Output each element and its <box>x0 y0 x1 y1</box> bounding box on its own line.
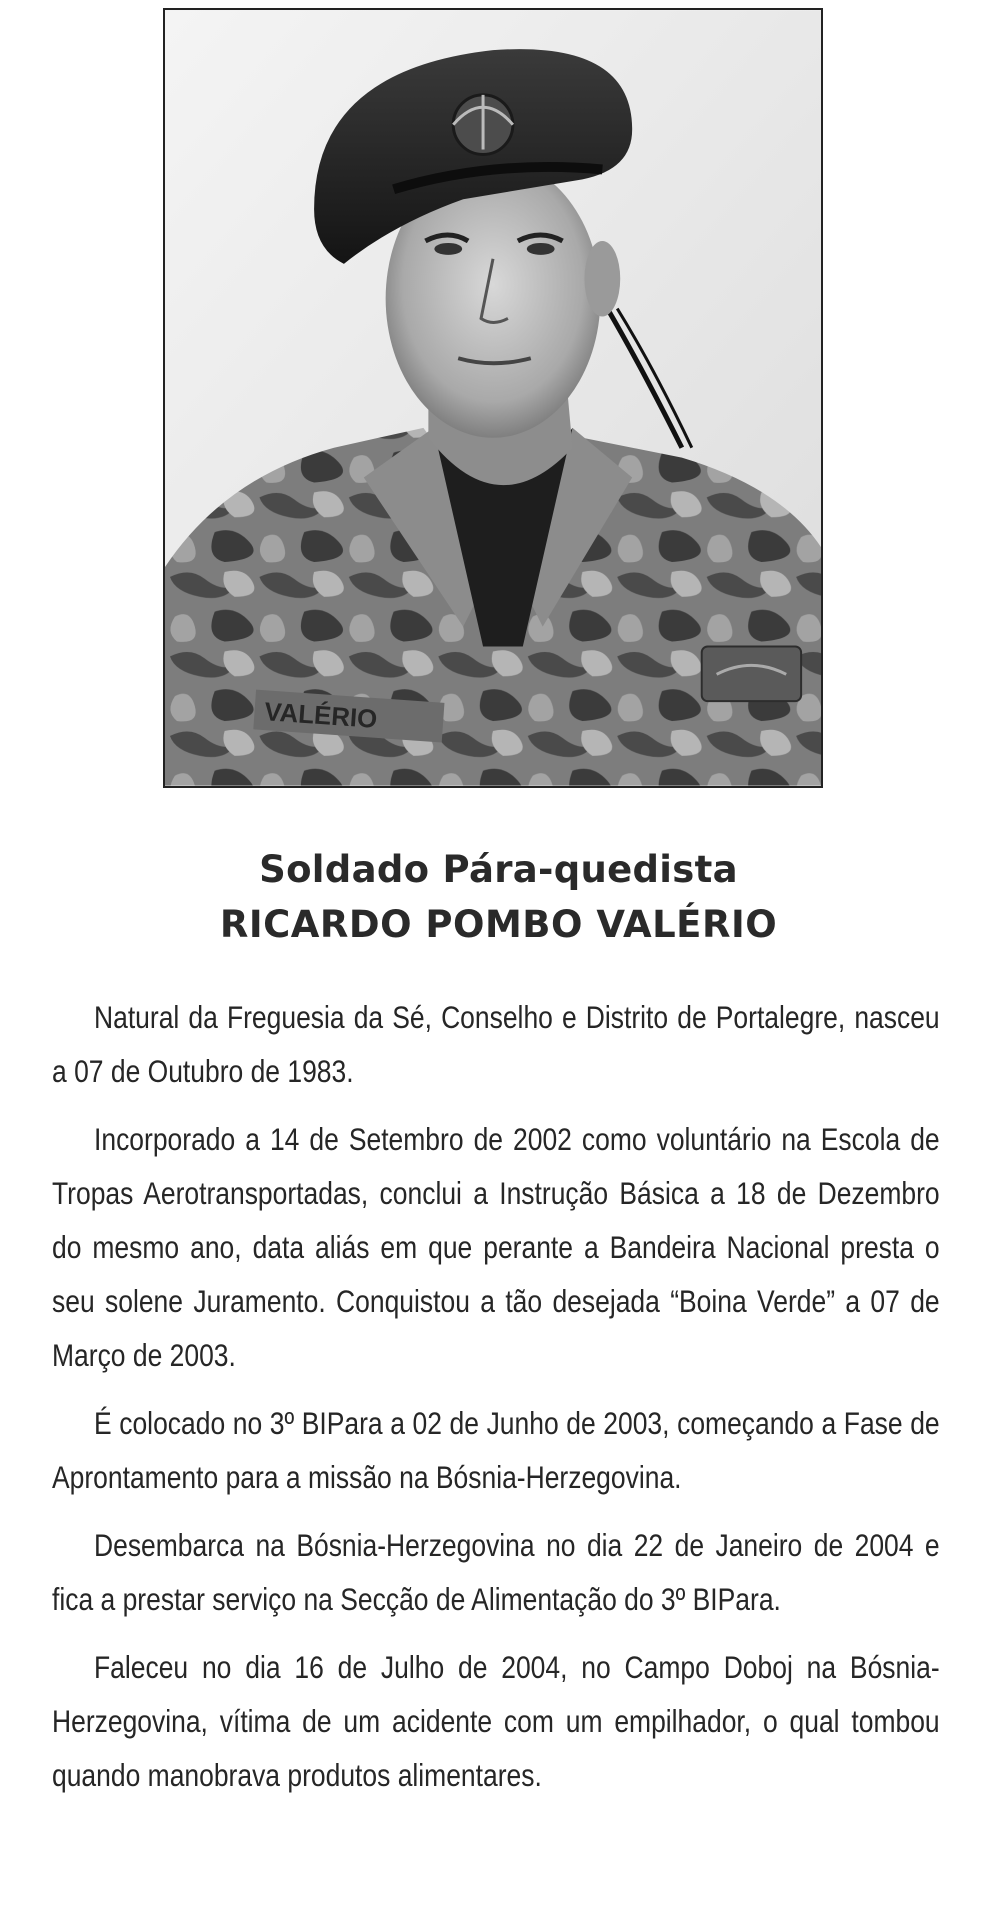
soldier-name: RICARDO POMBO VALÉRIO <box>219 903 778 946</box>
soldier-rank: Soldado Pára-quedista <box>259 848 738 891</box>
soldier-portrait <box>165 10 821 786</box>
biography <box>52 990 940 1816</box>
biography-paragraph: Incorporado a 14 de Setembro de 2002 como voluntário na Escola de Tropas Aerotransportadas, conclui a Instrução Básica a 18 de Dezembro do mesmo ano, data aliás em que perante a Bandeira Nacional presta o seu solene Juramento. Conquistou a tão desejada “Boina Verde” a 07 de Março de 2003. <box>52 1121 940 1373</box>
portrait-photo <box>163 8 823 788</box>
name-tape-text: VALÉRIO <box>263 698 379 734</box>
biography-paragraph: Natural da Freguesia da Sé, Conselho e Distrito de Portalegre, nasceu a 07 de Outubro de 1983. <box>52 999 940 1089</box>
biography-paragraph: É colocado no 3º BIPara a 02 de Junho de 2003, começando a Fase de Aprontamento para a missão na Bósnia-Herzegovina. <box>52 1405 940 1495</box>
biography-paragraph: Faleceu no dia 16 de Julho de 2004, no Campo Doboj na Bósnia-Herzegovina, vítima de um acidente com um empilhador, o qual tombou quando manobrava produtos alimentares. <box>52 1649 940 1793</box>
biography-paragraph: Desembarca na Bósnia-Herzegovina no dia 22 de Janeiro de 2004 e fica a prestar serviço na Secção de Alimentação do 3º BIPara. <box>52 1527 940 1617</box>
